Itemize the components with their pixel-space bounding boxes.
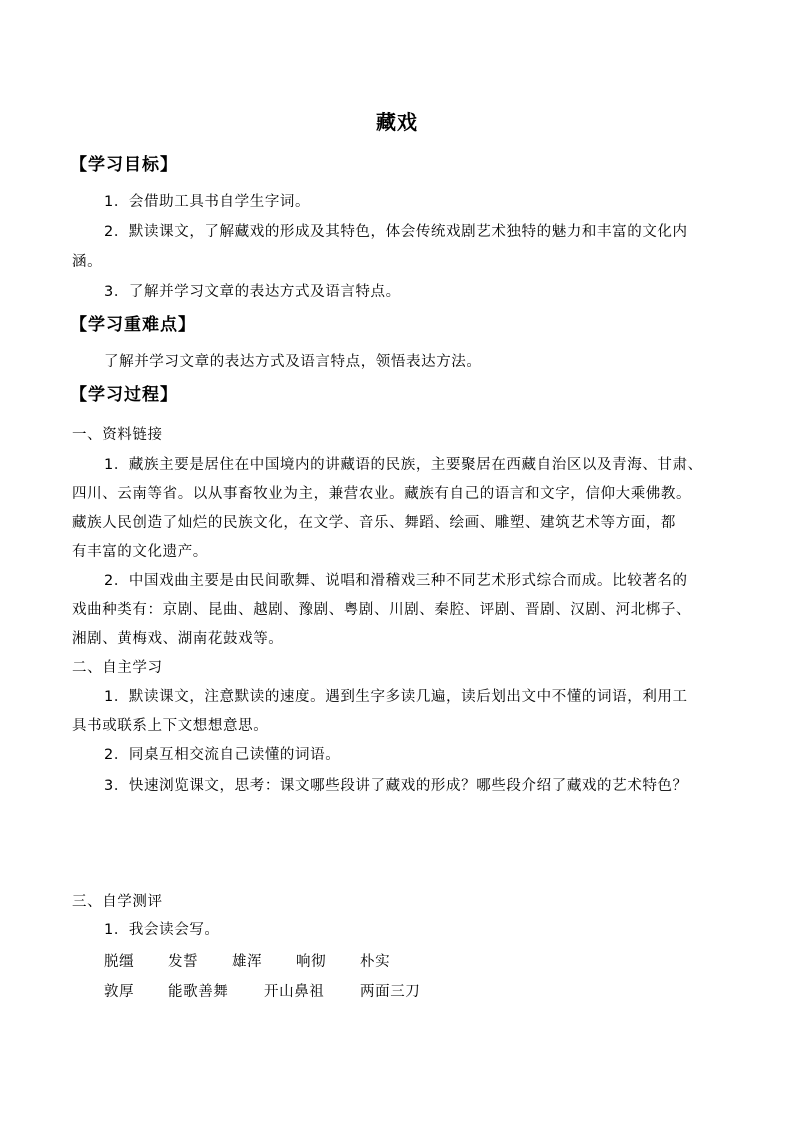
part1-line-7: 湘剧、黄梅戏、湖南花鼓戏等。	[72, 631, 284, 647]
vocab-word: 脱缰	[104, 954, 135, 970]
part1-line-5: 2．中国戏曲主要是由民间歌舞、说唱和滑稽戏三种不同艺术形式综合而成。比较著名的	[104, 573, 688, 589]
objective-item-3: 3．了解并学习文章的表达方式及语言特点。	[104, 284, 401, 300]
vocab-word: 响彻	[296, 954, 327, 970]
part3-label: 三、自学测评	[72, 894, 163, 910]
vocab-word: 两面三刀	[360, 984, 421, 1000]
vocab-word: 雄浑	[232, 954, 263, 970]
part1-line-3: 藏族人民创造了灿烂的民族文化，在文学、音乐、舞蹈、绘画、雕塑、建筑艺术等方面，都	[72, 515, 676, 531]
part2-line-1: 1．默读课文，注意默读的速度。遇到生字多读几遍，读后划出文中不懂的词语，利用工	[104, 689, 688, 705]
objectives-heading: 【学习目标】	[70, 155, 178, 175]
page-title: 藏戏	[376, 110, 418, 134]
part1-line-6: 戏曲种类有：京剧、昆曲、越剧、豫剧、粤剧、川剧、秦腔、评剧、晋剧、汉剧、河北梆子、	[72, 602, 692, 618]
part2-line-2: 具书或联系上下文想想意思。	[72, 718, 269, 734]
vocab-word: 能歌善舞	[168, 984, 229, 1000]
part2-line-4: 3．快速浏览课文，思考：课文哪些段讲了藏戏的形成？哪些段介绍了藏戏的艺术特色？	[104, 778, 688, 794]
key-points-text: 了解并学习文章的表达方式及语言特点，领悟表达方法。	[104, 354, 482, 370]
part1-line-2: 四川、云南等省。以从事畜牧业为主，兼营农业。藏族有自己的语言和文字，信仰大乘佛教。	[72, 486, 692, 502]
part2-line-3: 2．同桌互相交流自己读懂的词语。	[104, 747, 341, 763]
vocab-word: 敦厚	[104, 984, 135, 1000]
part3-item-1: 1．我会读会写。	[104, 922, 220, 938]
objective-item-2-cont: 涵。	[72, 254, 103, 270]
part1-line-4: 有丰富的文化遗产。	[72, 544, 208, 560]
vocab-word: 发誓	[168, 954, 199, 970]
vocab-word: 朴实	[360, 954, 391, 970]
process-heading: 【学习过程】	[70, 385, 178, 405]
vocab-word: 开山鼻祖	[264, 984, 325, 1000]
part1-label: 一、资料链接	[72, 427, 163, 443]
key-points-heading: 【学习重难点】	[70, 315, 196, 335]
objective-item-2: 2．默读课文，了解藏戏的形成及其特色，体会传统戏剧艺术独特的魅力和丰富的文化内	[104, 224, 688, 240]
part2-label: 二、自主学习	[72, 660, 163, 676]
objective-item-1: 1．会借助工具书自学生字词。	[104, 194, 311, 210]
part1-line-1: 1．藏族主要是居住在中国境内的讲藏语的民族，主要聚居在西藏自治区以及青海、甘肃、	[104, 457, 703, 473]
